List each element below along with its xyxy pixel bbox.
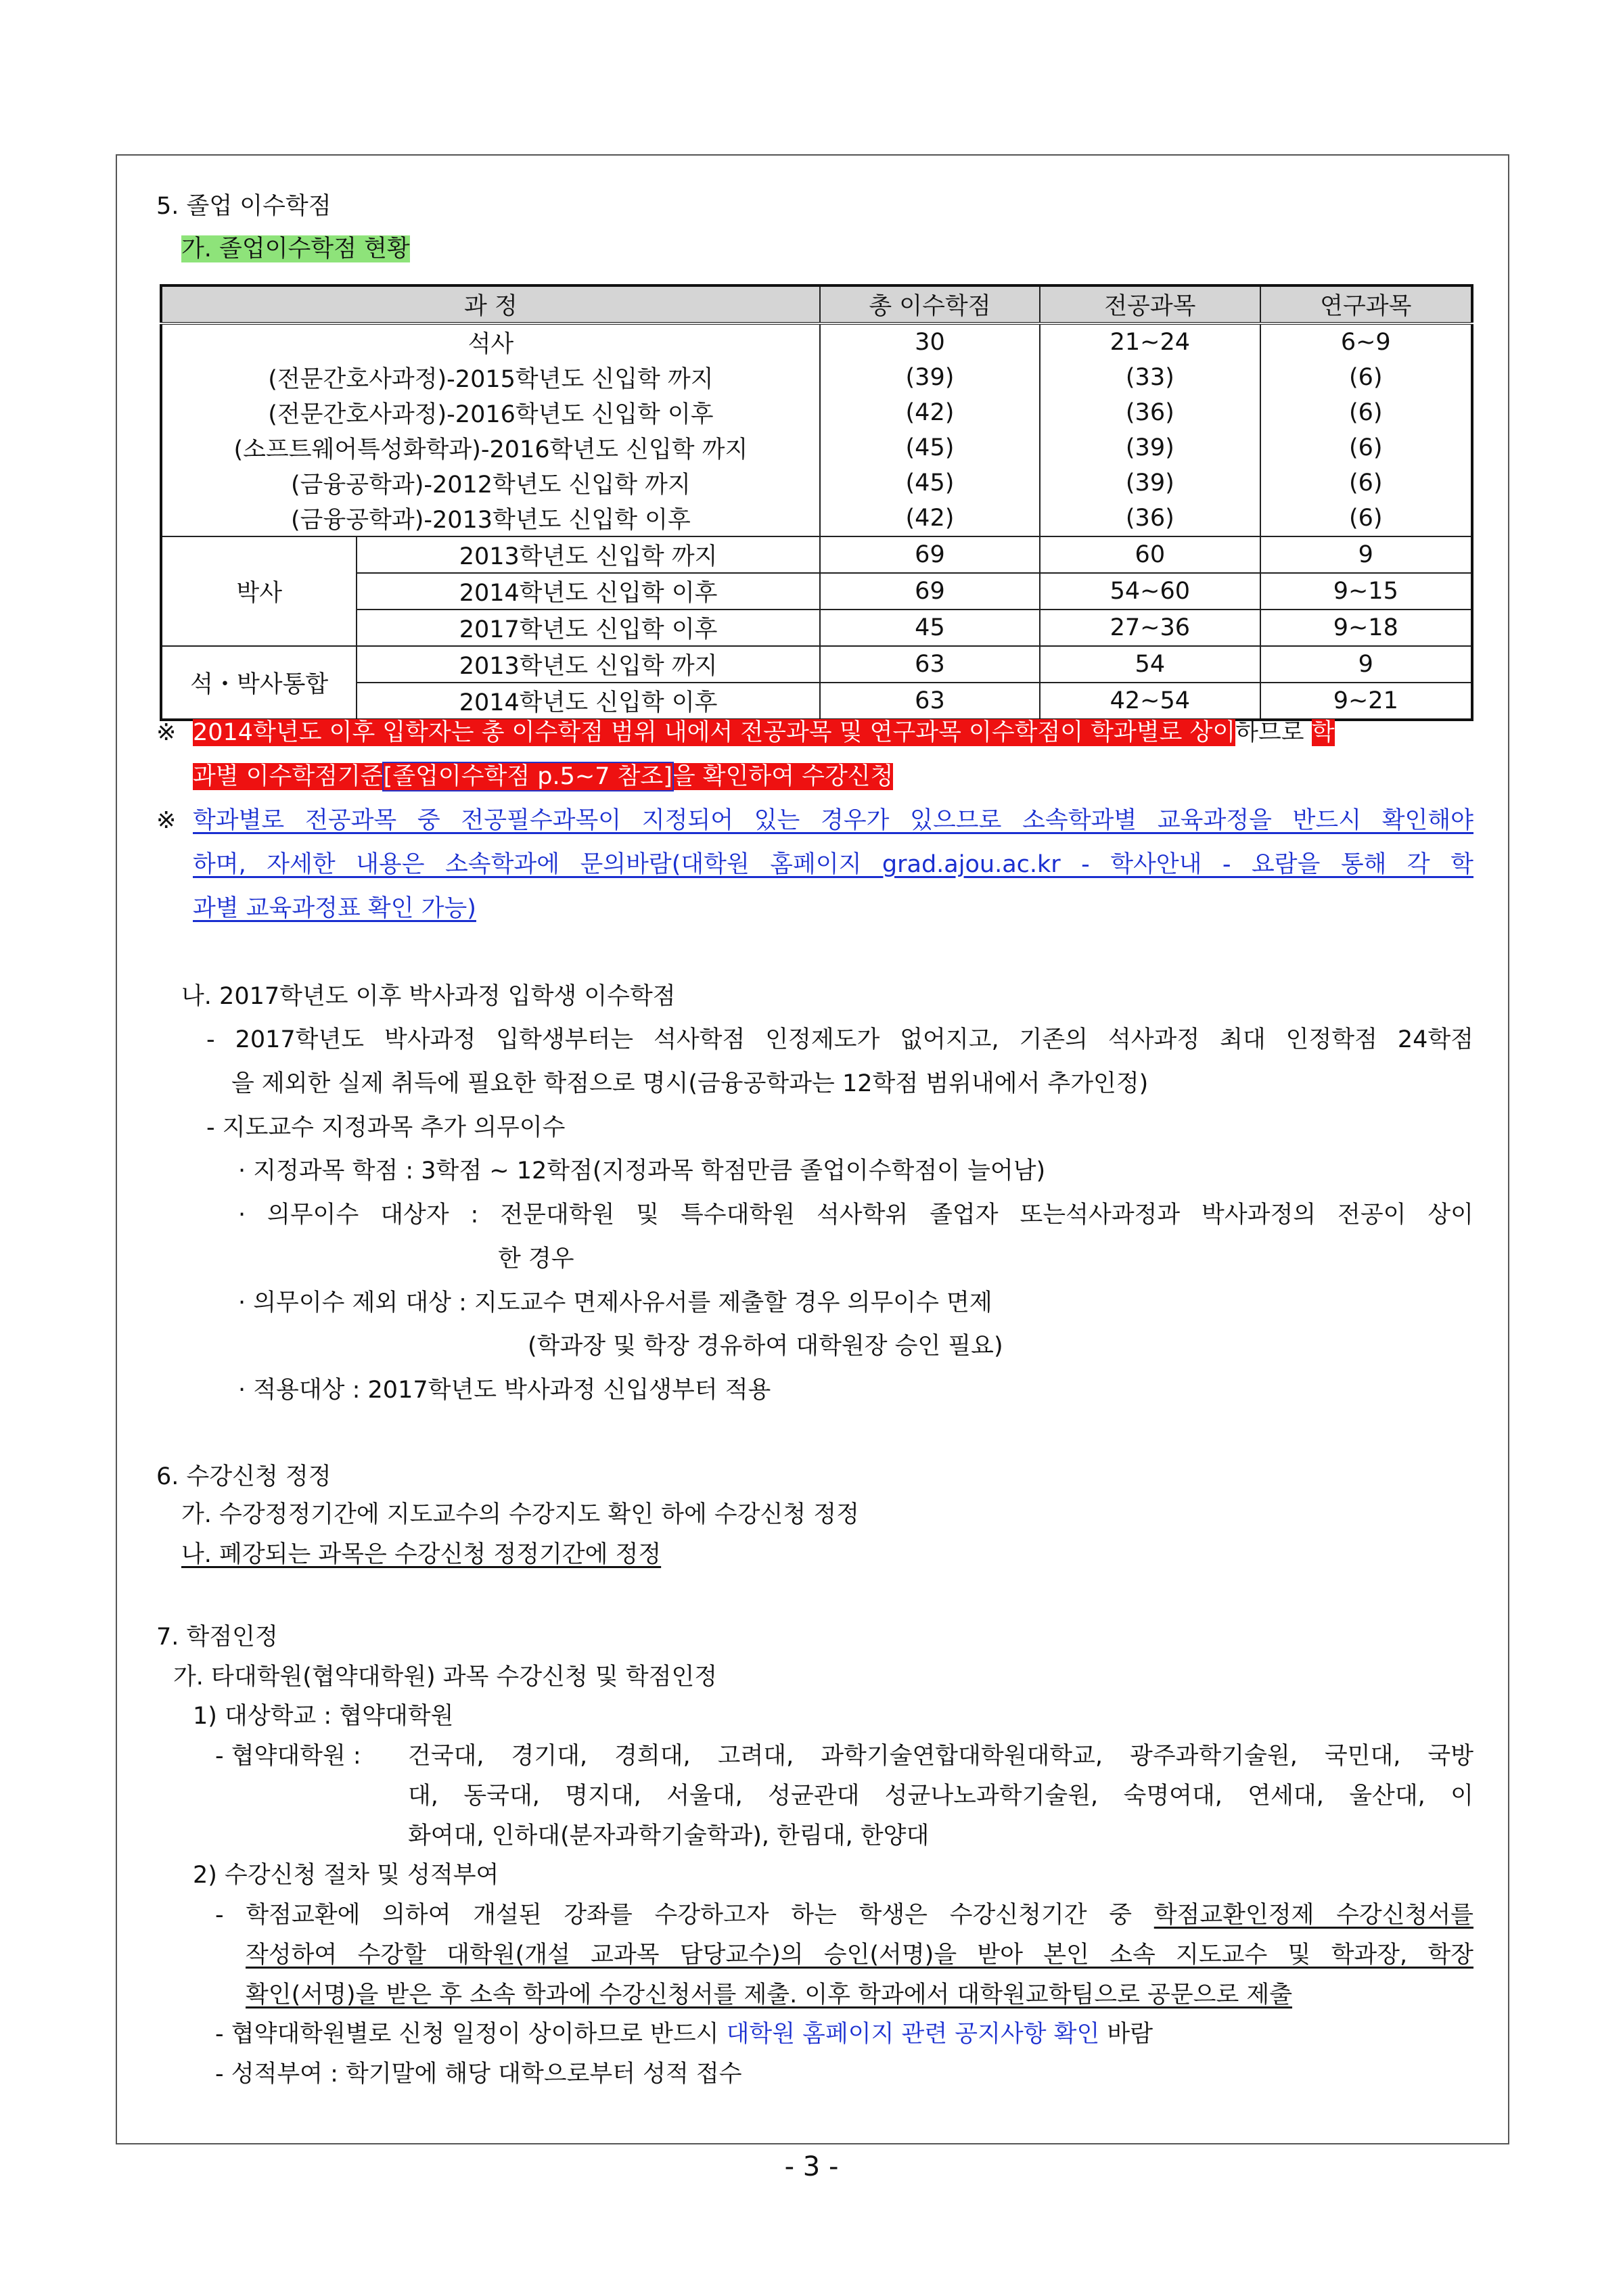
section-7a-1: 1) 대상학교 : 협약대학원 [193, 1703, 454, 1730]
note1-line2: 과별 이수학점기준[졸업이수학점 p.5~7 참조]을 확인하여 수강신청 [193, 763, 894, 790]
page-number: - 3 - [784, 2151, 839, 2182]
table-row: 2017학년도 신입학 이후 45 27~36 9~18 [161, 610, 1472, 646]
section-7a-2: 2) 수강신청 절차 및 성적부여 [193, 1862, 499, 1889]
table-row: 2014학년도 신입학 이후 69 54~60 9~15 [161, 573, 1472, 610]
section-5b-item1-cont: 을 제외한 실제 취득에 필요한 학점으로 명시(금융공학과는 12학점 범위내에서 추가인정) [231, 1070, 1149, 1097]
section-7a-1-line3: 화여대, 인하대(분자과학기술학과), 한림대, 한양대 [408, 1822, 930, 1850]
section-7a-2-item2: - 협약대학원별로 신청 일정이 상이하므로 반드시 대학원 홈페이지 관련 공지사항 확인 바람 [215, 2021, 1153, 2048]
section-6a: 가. 수강정정기간에 지도교수의 수강지도 확인 하에 수강신청 정정 [181, 1501, 859, 1528]
section-7a-2-item1-line2: 작성하여 수강할 대학원(개설 교과목 담당교수)의 승인(서명)을 받아 본인 소속 지도교수 및 학과장, 학장 [246, 1942, 1473, 1969]
section-5b-item2c-cont: (학과장 및 학장 경유하여 대학원장 승인 필요) [528, 1333, 1003, 1360]
section-5b-item2a: · 지정과목 학점 : 3학점 ~ 12학점(지정과목 학점만큼 졸업이수학점이 늘어남) [238, 1157, 1046, 1185]
phd-label: 박사 [161, 536, 357, 646]
section-7a-title: 가. 타대학원(협약대학원) 과목 수강신청 및 학점인정 [173, 1663, 718, 1691]
section-6b: 나. 폐강되는 과목은 수강신청 정정기간에 정정 [181, 1541, 662, 1568]
table-row: 석・박사통합 2013학년도 신입학 까지 63 54 9 [161, 646, 1472, 683]
section-5a-title: 가. 졸업이수학점 현황 [181, 235, 410, 262]
table-row: (금융공학과)-2013학년도 신입학 이후 (42) (36) (6) [161, 501, 1472, 536]
section-7a-2-item1: - 학점교환에 의하여 개설된 강좌를 수강하고자 하는 학생은 수강신청기간 중 학점교환인정제 수강신청서를 [215, 1902, 1473, 1929]
note2-line3: 과별 교육과정표 확인 가능) [193, 895, 476, 922]
section-5b-item1: - 2017학년도 박사과정 입학생부터는 석사학점 인정제도가 없어지고, 기존의 석사과정 최대 인정학점 24학점 [206, 1026, 1473, 1053]
integrated-label: 석・박사통합 [161, 646, 357, 720]
section-7a-2-item3: - 성적부여 : 학기말에 해당 대학으로부터 성적 접수 [215, 2061, 742, 2088]
section-5-title: 5. 졸업 이수학점 [156, 193, 332, 220]
graduation-credits-table [160, 284, 1473, 721]
table-row: (전문간호사과정)-2015학년도 신입학 까지 (39) (33) (6) [161, 360, 1472, 395]
section-7a-1-line2: 대, 동국대, 명지대, 서울대, 성균관대 성균나노과학기술원, 숙명여대, 연세대, 울산대, 이 [408, 1783, 1473, 1810]
note2-line2: 하며, 자세한 내용은 소속학과에 문의바람(대학원 홈페이지 grad.ajou.ac.kr - 학사안내 - 요람을 통해 각 학 [193, 851, 1473, 878]
section-5b-item2b: · 의무이수 대상자 : 전문대학원 및 특수대학원 석사학위 졸업자 또는석사과정과 박사과정의 전공이 상이 [238, 1201, 1473, 1229]
section-7-title: 7. 학점인정 [156, 1624, 278, 1651]
table-row: 석사 30 21~24 6~9 [161, 323, 1472, 360]
section-5b-item2c: · 의무이수 제외 대상 : 지도교수 면제사유서를 제출할 경우 의무이수 면제 [238, 1289, 992, 1316]
section-5b-item2d: · 적용대상 : 2017학년도 박사과정 신입생부터 적용 [238, 1377, 771, 1404]
table-header-row: 과 정 총 이수학점 전공과목 연구과목 [161, 285, 1472, 323]
note1-mark: ※ [156, 719, 177, 746]
section-5b-item2b-cont: 한 경우 [498, 1245, 574, 1272]
section-6-title: 6. 수강신청 정정 [156, 1463, 332, 1490]
section-7a-1-label: - 협약대학원 : [215, 1743, 361, 1770]
table-row: (금융공학과)-2012학년도 신입학 까지 (45) (39) (6) [161, 465, 1472, 501]
note2-line1: 학과별로 전공과목 중 전공필수과목이 지정되어 있는 경우가 있으므로 소속학과별 교육과정을 반드시 확인해야 [193, 807, 1473, 834]
section-5b-item2: - 지도교수 지정과목 추가 의무이수 [206, 1114, 566, 1141]
table-row: (전문간호사과정)-2016학년도 신입학 이후 (42) (36) (6) [161, 395, 1472, 430]
section-7a-2-item1-line3: 확인(서명)을 받은 후 소속 학과에 수강신청서를 제출. 이후 학과에서 대학원교학팀으로 공문으로 제출 [246, 1981, 1293, 2008]
table-row: 박사 2013학년도 신입학 까지 69 60 9 [161, 536, 1472, 573]
section-5b-title: 나. 2017학년도 이후 박사과정 입학생 이수학점 [181, 983, 676, 1010]
note2-mark: ※ [156, 807, 177, 834]
section-7a-1-line1: 건국대, 경기대, 경희대, 고려대, 과학기술연합대학원대학교, 광주과학기술원, 국민대, 국방 [408, 1743, 1473, 1770]
note1-line1: 2014학년도 이후 입학자는 총 이수학점 범위 내에서 전공과목 및 연구과목 이수학점이 학과별로 상이하므로 학 [193, 719, 1335, 746]
table-row: 2014학년도 신입학 이후 63 42~54 9~21 [161, 683, 1472, 720]
table-row: (소프트웨어특성화학과)-2016학년도 신입학 까지 (45) (39) (6) [161, 430, 1472, 465]
